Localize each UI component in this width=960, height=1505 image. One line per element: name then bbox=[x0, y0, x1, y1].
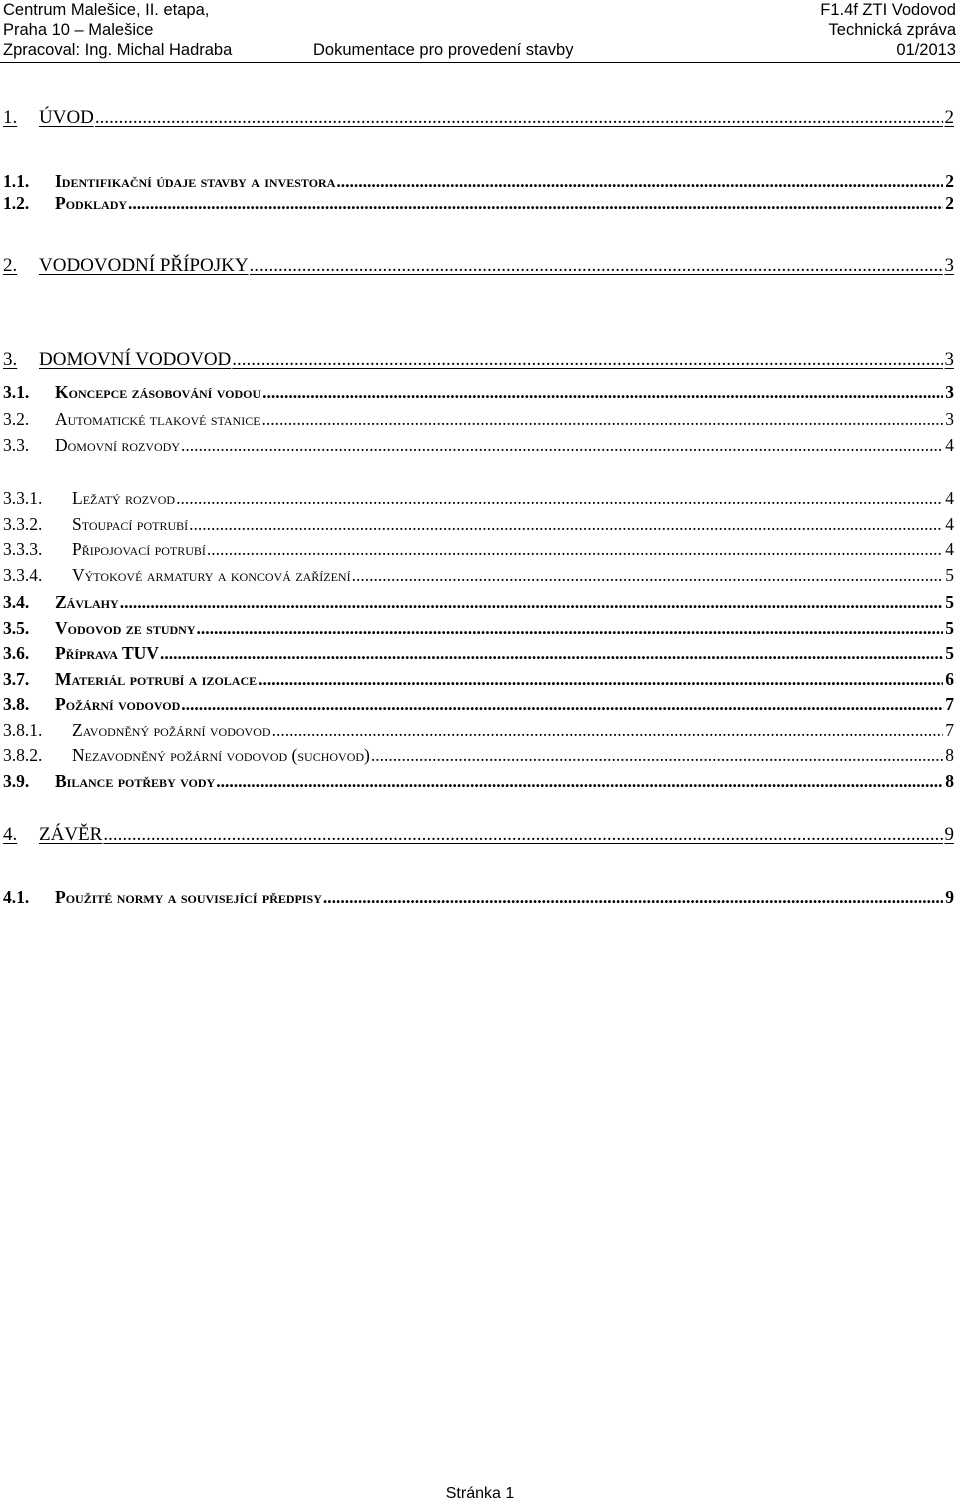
document-type: Technická zpráva bbox=[828, 21, 956, 39]
toc-entry[interactable]: 4. ZÁVĚR ..... 9 bbox=[3, 824, 954, 846]
toc-entry[interactable]: 2. VODOVODNÍ PŘÍPOJKY ..... 3 bbox=[3, 255, 954, 277]
toc-entry[interactable]: 3.5. Vodovod ze studny ..... 5 bbox=[3, 617, 954, 639]
toc-entry[interactable]: 1.2. Podklady ..... 2 bbox=[3, 192, 954, 214]
project-location: Praha 10 – Malešice bbox=[3, 21, 154, 39]
toc-entry[interactable]: 3. DOMOVNÍ VODOVOD ..... 3 bbox=[3, 349, 954, 371]
toc-entry[interactable]: 3.2. Automatické tlakové stanice ..... 3 bbox=[3, 408, 954, 430]
toc-entry[interactable]: 3.3.2. Stoupací potrubí ..... 4 bbox=[3, 513, 954, 535]
toc-entry[interactable]: 3.3. Domovní rozvody ..... 4 bbox=[3, 434, 954, 456]
toc-entry[interactable]: 3.8. Požární vodovod ..... 7 bbox=[3, 693, 954, 715]
toc-entry[interactable]: 1. ÚVOD ..... 2 bbox=[3, 107, 954, 129]
page-footer bbox=[0, 1485, 960, 1505]
author: Zpracoval: Ing. Michal Hadraba bbox=[3, 41, 233, 59]
project-name: Centrum Malešice, II. etapa, bbox=[3, 1, 210, 19]
page-number: Stránka 1 bbox=[445, 1485, 515, 1502]
toc-entry[interactable]: 4.1. Použité normy a související předpisy ..... 9 bbox=[3, 886, 954, 908]
document-code: F1.4f ZTI Vodovod bbox=[820, 1, 956, 19]
toc-entry[interactable]: 3.8.1. Zavodněný požární vodovod ..... 7 bbox=[3, 719, 954, 741]
toc-entry[interactable]: 3.1. Koncepce zásobování vodou ..... 3 bbox=[3, 381, 954, 403]
toc-entry[interactable]: 1.1. Identifikační údaje stavby a investora ..... 2 bbox=[3, 170, 954, 192]
toc-entry[interactable]: 3.3.1. Ležatý rozvod ..... 4 bbox=[3, 487, 954, 509]
toc-entry[interactable]: 3.9. Bilance potřeby vody ..... 8 bbox=[3, 770, 954, 792]
toc-entry[interactable]: 3.4. Závlahy ..... 5 bbox=[3, 591, 954, 613]
toc-entry[interactable]: 3.3.3. Připojovací potrubí ..... 4 bbox=[3, 538, 954, 560]
toc-entry[interactable]: 3.3.4. Výtokové armatury a koncová zařízení ..... 5 bbox=[3, 564, 954, 586]
toc-entry[interactable]: 3.7. Materiál potrubí a izolace ..... 6 bbox=[3, 668, 954, 690]
toc-entry[interactable]: 3.8.2. Nezavodněný požární vodovod (suchovod) ..... 8 bbox=[3, 744, 954, 766]
documentation-stage: Dokumentace pro provedení stavby bbox=[313, 41, 574, 59]
toc-entry[interactable]: 3.6. Příprava TUV ..... 5 bbox=[3, 642, 954, 664]
document-date: 01/2013 bbox=[896, 41, 956, 59]
